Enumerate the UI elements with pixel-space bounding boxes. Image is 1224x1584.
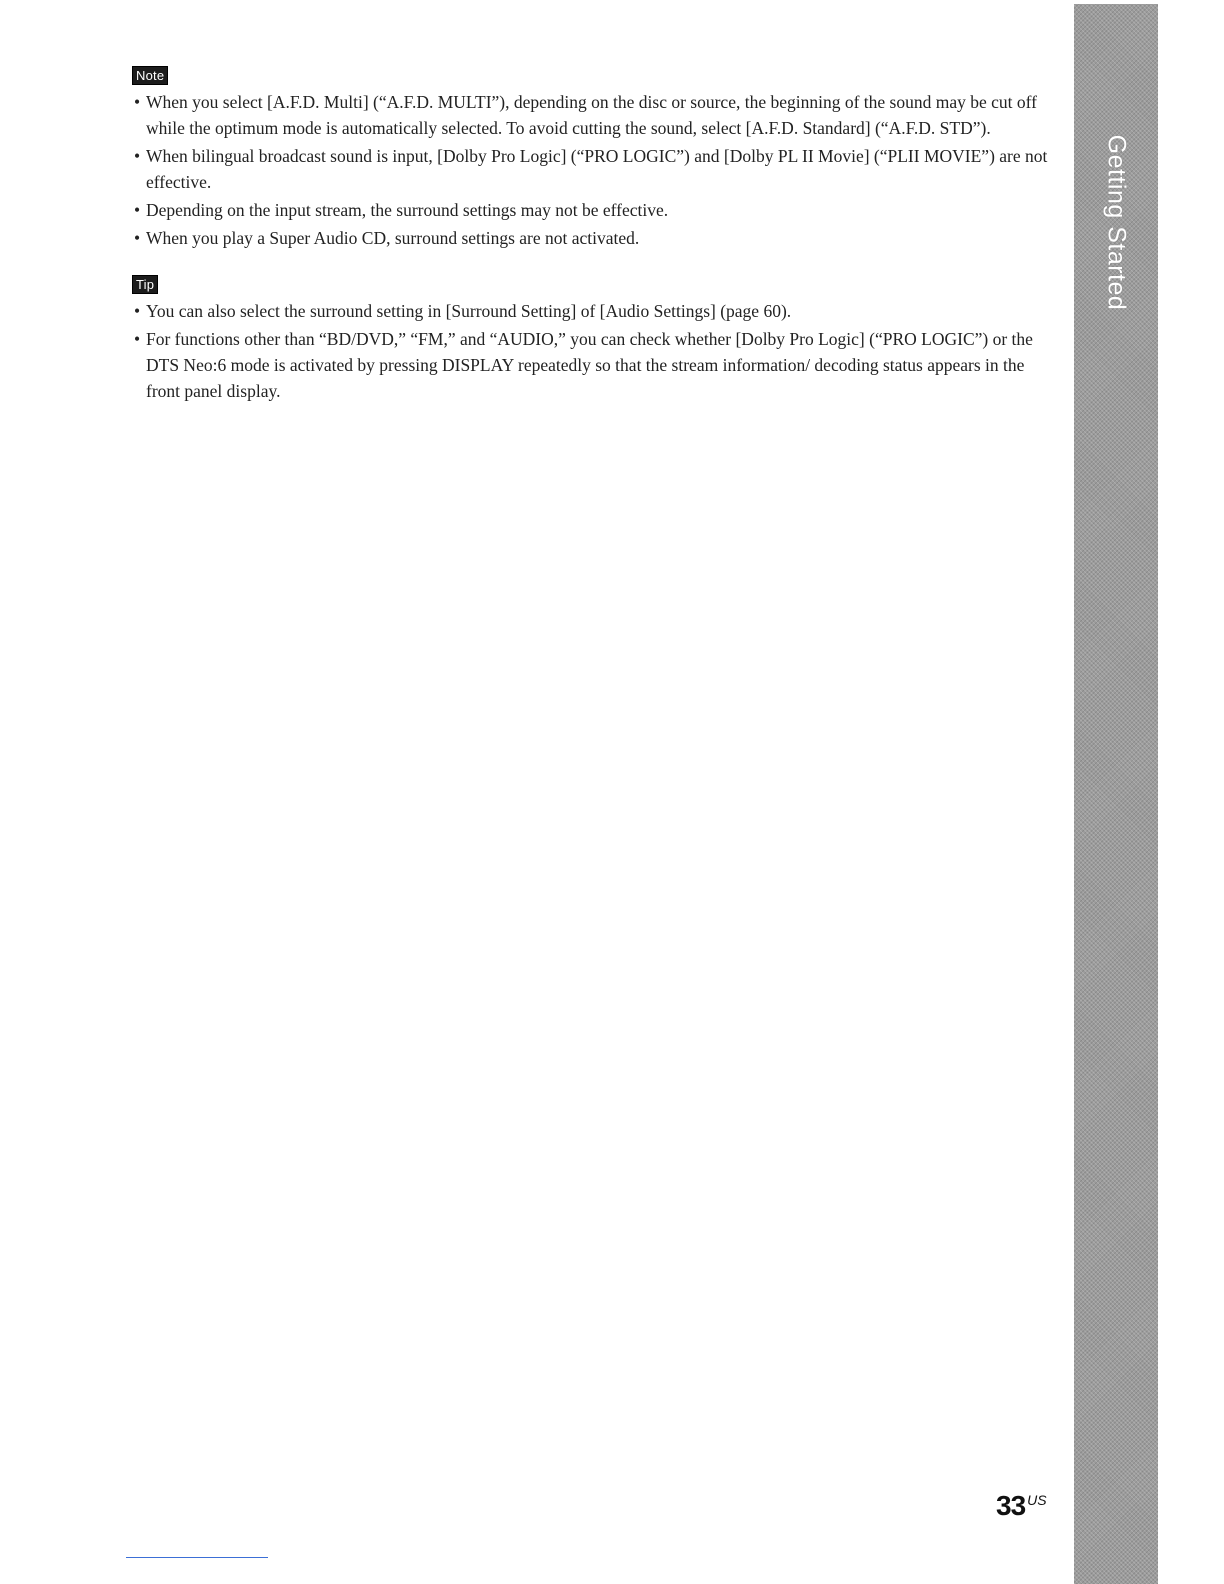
note-list [132,89,1052,251]
footer-divider [126,1557,268,1558]
note-item: • When bilingual broadcast sound is input, [Dolby Pro Logic] (“PRO LOGIC”) and [Dolby PL II Movie] (“PLII MOVIE”) are not effective. [132,143,1052,195]
tip-item: • For functions other than “BD/DVD,” “FM,” and “AUDIO,” you can check whether [Dolby Pro Logic] (“PRO LOGIC”) or the DTS Neo:6 mode is activated by pressing DISPLAY repeatedly so that the stream information/ decoding status appears in the front panel display. [132,326,1052,404]
page-number [996,1490,1047,1522]
tip-section [132,275,1052,404]
page-content [132,66,1052,406]
section-tab-label [1075,132,1157,312]
note-badge: Note [132,66,168,85]
page-number-value: 33 [996,1490,1026,1521]
section-tab-text: Getting Started [1102,134,1131,310]
note-item: • Depending on the input stream, the surround settings may not be effective. [132,197,1052,223]
note-item: • When you select [A.F.D. Multi] (“A.F.D. MULTI”), depending on the disc or source, the beginning of the sound may be cut off while the optimum mode is automatically selected. To avoid cutting the sound, select [A.F.D. Standard] (“A.F.D. STD”). [132,89,1052,141]
note-item: • When you play a Super Audio CD, surround settings are not activated. [132,225,1052,251]
tip-list [132,298,1052,404]
note-section [132,66,1052,251]
tip-item: • You can also select the surround setting in [Surround Setting] of [Audio Settings] (page 60). [132,298,1052,324]
page-number-suffix: US [1027,1492,1047,1508]
tip-badge: Tip [132,275,158,294]
